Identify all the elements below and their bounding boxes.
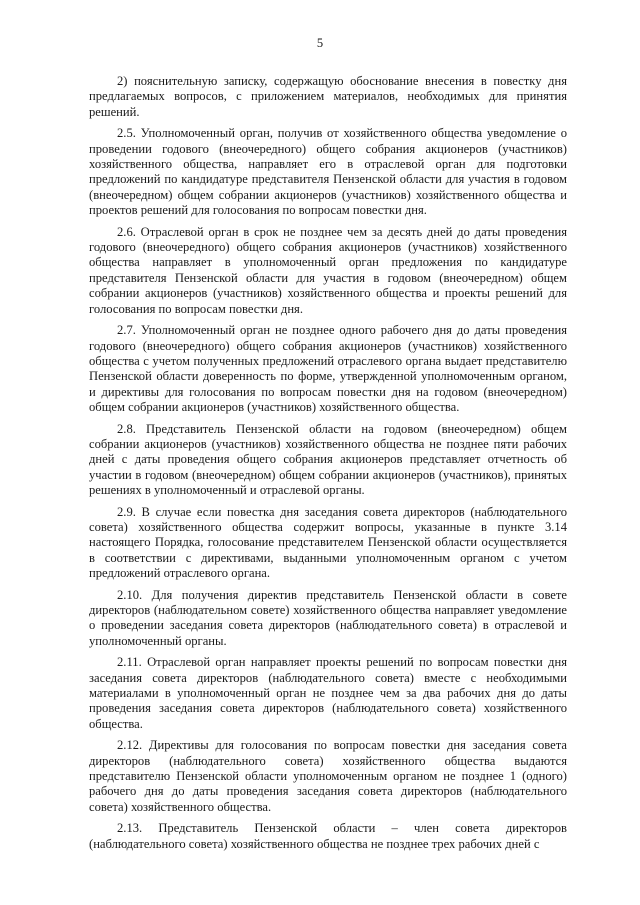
paragraph-2-12: 2.12. Директивы для голосования по вопросам повестки дня заседания совета директоров (наблюдательного совета) хозяйственного общества выдаются представителю Пензенской области уполномоченным органом не позднее 1 (одного) рабочего дня до даты проведения заседания совета директоров (наблюдательного совета) хозяйственного общества.	[89, 738, 567, 814]
paragraph-2-8: 2.8. Представитель Пензенской области на годовом (внеочередном) общем собрании акционеров (участников) хозяйственного общества не позднее пяти рабочих дней с даты проведения общего собрания акционеров представляет отчетность об участии в годовом (внеочередном) общем собрании акционеров (участников), принятых решениях в уполномоченный и отраслевой органы.	[89, 421, 567, 498]
paragraph-2-9: 2.9. В случае если повестка дня заседания совета директоров (наблюдательного совета) хозяйственного общества содержит вопросы, указанные в пункте 3.14 настоящего Порядка, голосование представителем Пензенской области осуществляется в соответствии с директивами, выданными уполномоченным органом с учетом предложений отраслевого органа.	[89, 504, 567, 581]
paragraph-2-10: 2.10. Для получения директив представитель Пензенской области в совете директоров (наблюдательном совете) хозяйственного общества направляет уведомление о проведении заседания совета директоров (наблюдательного совета) в отраслевой и уполномоченный органы.	[89, 587, 567, 648]
paragraph-2-13: 2.13. Представитель Пензенской области – член совета директоров (наблюдательного совета) хозяйственного общества не позднее трех рабочих дней с	[89, 821, 567, 851]
paragraph-2-4-item-2: 2) пояснительную записку, содержащую обоснование внесения в повестку дня предлагаемых вопросов, с приложением материалов, необходимых для принятия решений.	[89, 74, 567, 119]
paragraph-2-7: 2.7. Уполномоченный орган не позднее одного рабочего дня до даты проведения годового (внеочередного) общего собрания акционеров (участников) хозяйственного общества с учетом полученных предложений отраслевого органа выдает представителю Пензенской области доверенность по форме, утвержденной уполномоченным органом, и директивы для голосования по вопросам повестки дня на годовом (внеочередном) общем собрании акционеров (участников) хозяйственного общества.	[89, 323, 567, 415]
page-number: 5	[316, 36, 324, 50]
paragraph-2-6: 2.6. Отраслевой орган в срок не позднее чем за десять дней до даты проведения годового (внеочередного) общего собрания акционеров (участников) хозяйственного общества направляет в уполномоченный орган предложения по кандидатуре представителя Пензенской области для участия в годовом (внеочередном) общем собрании акционеров (участников) хозяйственного общества и проекты решений для голосования по вопросам повестки дня.	[89, 224, 567, 316]
paragraph-2-5: 2.5. Уполномоченный орган, получив от хозяйственного общества уведомление о проведении годового (внеочередного) общего собрания акционеров (участников) хозяйственного общества, направляет его в отраслевой орган для подготовки предложений по кандидатуре представителя Пензенской области для участия в годовом (внеочередном) общем собрании акционеров (участников) хозяйственного общества и проектов решений для голосования по вопросам повестки дня.	[89, 126, 567, 218]
document-body	[89, 74, 567, 858]
paragraph-2-11: 2.11. Отраслевой орган направляет проекты решений по вопросам повестки дня заседания совета директоров (наблюдательного совета) вместе с необходимыми материалами в уполномоченный орган не позднее чем за два рабочих дня до даты проведения заседания совета директоров (наблюдательного совета) хозяйственного общества.	[89, 655, 567, 731]
